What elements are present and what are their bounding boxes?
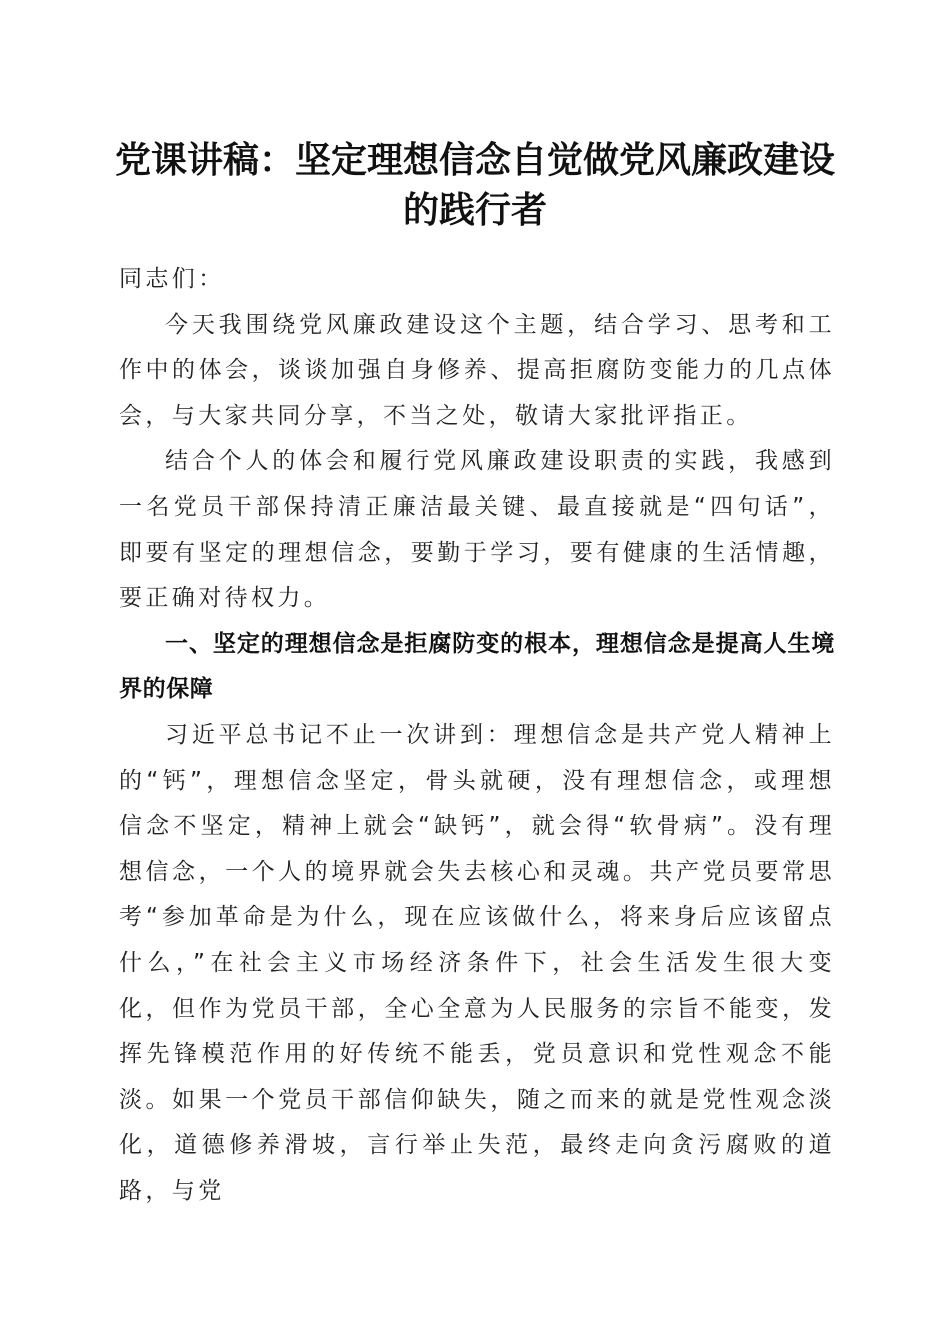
paragraph-four-points: 结合个人的体会和履行党风廉政建设职责的实践，我感到一名党员干部保持清正廉洁最关键、最直接就是“四句话”，即要有坚定的理想信念，要勤于学习，要有健康的生活情趣，要正确对待权力。 xyxy=(119,448,835,612)
document-title: 党课讲稿：坚定理想信念自觉做党风廉政建设的践行者 xyxy=(114,139,835,231)
document-body xyxy=(119,257,835,1214)
section-1-paragraph: 习近平总书记不止一次讲到：理想信念是共产党人精神上的“钙”，理想信念坚定，骨头就硬，没有理想信念，或理想信念不坚定，精神上就会“缺钙”，就会得“软骨病”。没有理想信念，一个人的境界就会失去核心和灵魂。共产党员要常思考“参加革命是为什么，现在应该做什么，将来身后应该留点什么，”在社会主义市场经济条件下，社会生活发生很大变化，但作为党员干部，全心全意为人民服务的宗旨不能变，发挥先锋模范作用的好传统不能丢，党员意识和党性观念不能淡。如果一个党员干部信仰缺失，随之而来的就是党性观念淡化，道德修养滑坡，言行举止失范，最终走向贪污腐败的道路，与党 xyxy=(119,721,835,1204)
section-heading-1: 一、坚定的理想信念是拒腐防变的根本，理想信念是提高人生境界的保障 xyxy=(119,630,835,703)
paragraph-intro: 今天我围绕党风廉政建设这个主题，结合学习、思考和工作中的体会，谈谈加强自身修养、提高拒腐防变能力的几点体会，与大家共同分享，不当之处，敬请大家批评指正。 xyxy=(119,311,835,429)
salutation: 同志们： xyxy=(119,266,225,292)
